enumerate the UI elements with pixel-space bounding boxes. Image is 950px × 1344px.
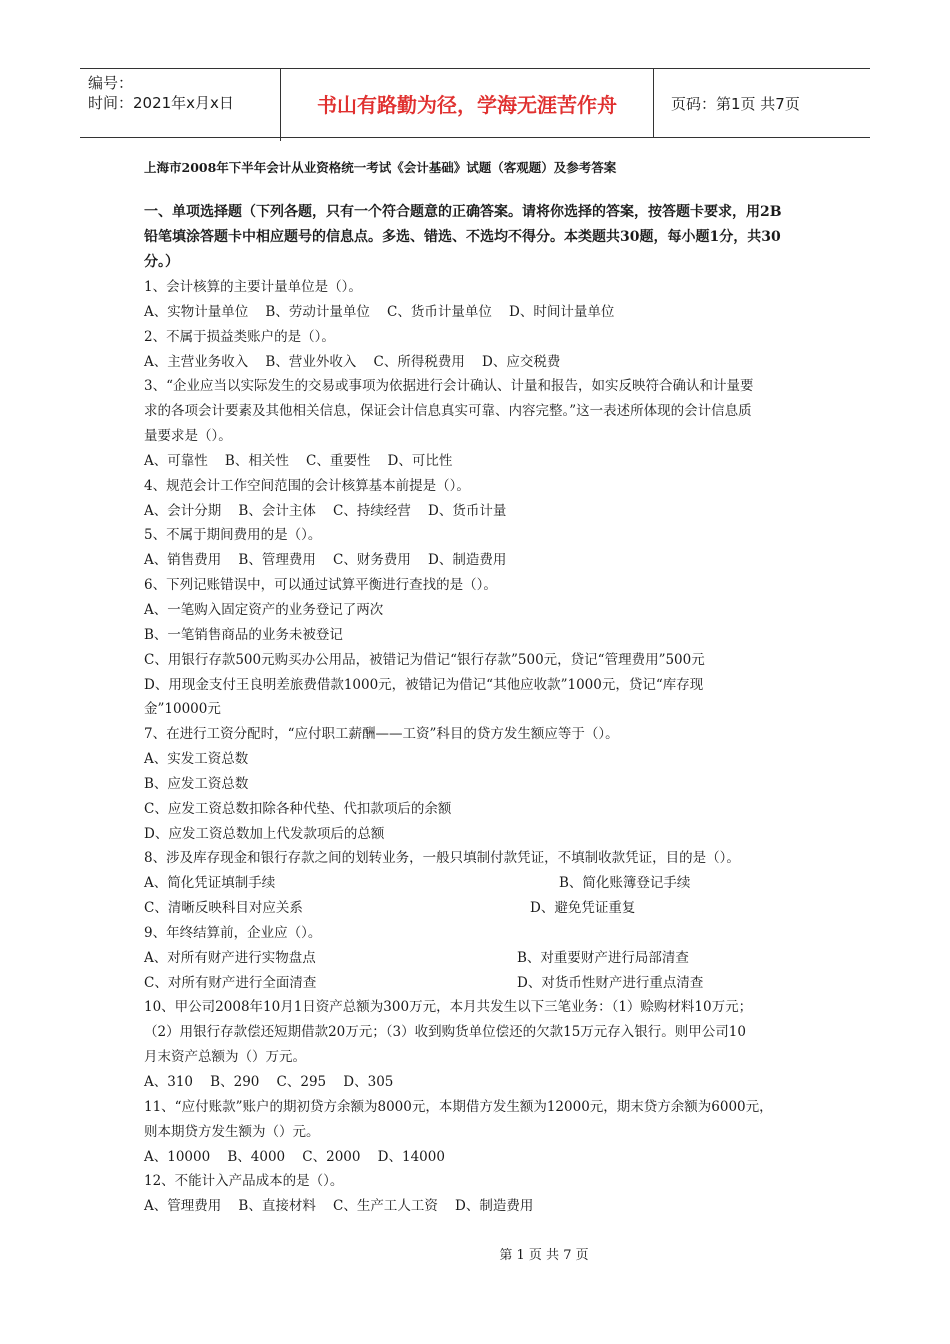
question-line: 8、涉及库存现金和银行存款之间的划转业务，一般只填制付款凭证，不填制收款凭证，目的是（）。 [144,850,740,867]
header-meta [80,69,281,141]
page-label: 页码：第1页 共7页 [671,94,800,113]
question-line: A、10000 B、4000 C、2000 D、14000 [144,1148,445,1165]
question-line: A、310 B、290 C、295 D、305 [144,1074,394,1090]
document-title: 上海市2008年下半年会计从业资格统一考试《会计基础》试题（客观题）及参考答案 [144,160,617,175]
question-line: A、主营业务收入 B、营业外收入 C、所得税费用 D、应交税费 [144,353,561,370]
option: D、避免凭证重复 [530,900,636,917]
option-row [144,871,814,896]
page-footer: 第 1 页 共 7 页 [499,1248,589,1263]
code-label: 编号： [88,74,134,92]
header-motto: 书山有路勤为径，学海无涯苦作舟 [281,69,654,137]
section-line: 一、单项选择题（下列各题，只有一个符合题意的正确答案。请将你选择的答案，按答题卡要求，用2B [144,204,782,220]
question-list [144,275,814,1219]
option: B、对重要财产进行局部清查 [517,949,689,966]
question-line: A、管理费用 B、直接材料 C、生产工人工资 D、制造费用 [144,1198,534,1215]
question-line: 5、不属于期间费用的是（）。 [144,527,322,544]
question-line: A、会计分期 B、会计主体 C、持续经营 D、货币计量 [144,502,507,519]
section-line: 分。） [144,254,179,270]
time-label: 时间：2021年x月x日 [88,94,234,112]
question-line: 2、不属于损益类账户的是（）。 [144,328,335,345]
option-row [144,896,814,921]
question-line: 4、规范会计工作空间范围的会计核算基本前提是（）。 [144,477,470,494]
document-body [144,158,814,1219]
header-page-label [663,69,870,137]
option: A、简化凭证填制手续 [144,875,276,892]
question-line: C、用银行存款500元购买办公用品，被错记为借记“银行存款”500元，贷记“管理费用”500元 [144,651,705,668]
question-line: 7、在进行工资分配时，“应付职工薪酬——工资”科目的贷方发生额应等于（）。 [144,726,619,743]
question-line: A、可靠性 B、相关性 C、重要性 D、可比性 [144,452,453,469]
question-line: A、实发工资总数 [144,751,249,768]
question-line: D、应发工资总数加上代发款项后的总额 [144,825,385,842]
option-row [144,971,814,996]
question-line: 则本期贷方发生额为（）元。 [144,1123,320,1140]
question-line: B、一笔销售商品的业务未被登记 [144,626,343,643]
question-line: 10、甲公司2008年10月1日资产总额为300万元，本月共发生以下三笔业务：（1）赊购材料10万元； [144,999,753,1016]
question-line: 金”10000元 [144,701,221,718]
option: C、清晰反映科目对应关系 [144,900,303,917]
question-line: 1、会计核算的主要计量单位是（）。 [144,279,362,295]
option-row [144,946,814,971]
question-line: 12、不能计入产品成本的是（）。 [144,1173,344,1190]
question-line: C、应发工资总数扣除各种代垫、代扣款项后的余额 [144,800,452,817]
question-line: （2）用银行存款偿还短期借款20万元；（3）收到购货单位偿还的欠款15万元存入银行。则甲公司10 [144,1024,746,1041]
question-line: D、用现金支付王良明差旅费借款1000元，被错记为借记“其他应收款”1000元，贷记“库存现 [144,676,704,693]
question-line: A、一笔购入固定资产的业务登记了两次 [144,601,384,618]
page-header [80,68,870,138]
option: B、简化账簿登记手续 [559,875,691,892]
question-line: 月末资产总额为（）万元。 [144,1049,306,1066]
question-line: 9、年终结算前，企业应（）。 [144,924,322,941]
section-instructions [144,200,814,275]
question-line: A、销售费用 B、管理费用 C、财务费用 D、制造费用 [144,552,507,569]
question-line: 量要求是（）。 [144,428,232,445]
section-line: 铅笔填涂答题卡中相应题号的信息点。多选、错选、不选均不得分。本类题共30题，每小题1分，共30 [144,229,781,245]
question-line: A、实物计量单位 B、劳动计量单位 C、货币计量单位 D、时间计量单位 [144,303,615,320]
question-line: 求的各项会计要素及其他相关信息，保证会计信息真实可靠、内容完整。”这一表述所体现的会计信息质 [144,403,752,420]
question-line: 6、下列记账错误中，可以通过试算平衡进行查找的是（）。 [144,577,497,594]
option: C、对所有财产进行全面清查 [144,974,317,991]
question-line: 3、“企业应当以实际发生的交易或事项为依据进行会计确认、计量和报告，如实反映符合确认和计量要 [144,378,754,395]
option: D、对货币性财产进行重点清查 [517,974,704,991]
question-line: 11、“应付账款”账户的期初贷方余额为8000元，本期借方发生额为12000元，期末贷方余额为6000元， [144,1098,773,1115]
option: A、对所有财产进行实物盘点 [144,949,316,966]
question-line: B、应发工资总数 [144,775,249,792]
